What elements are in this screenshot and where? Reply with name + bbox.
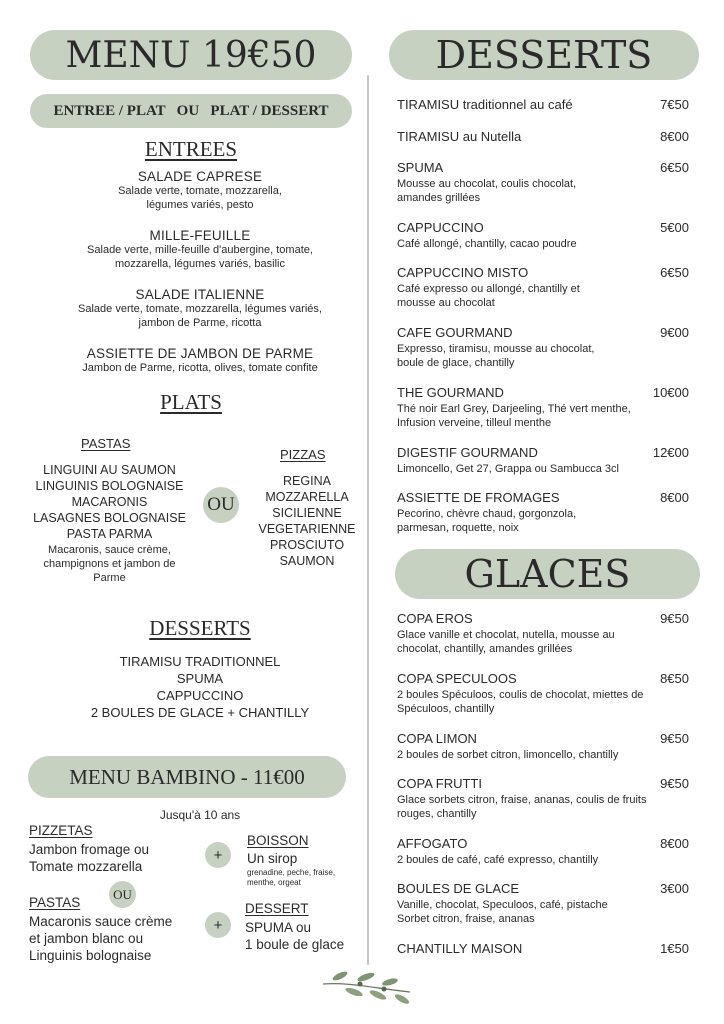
menu-desserts-list bbox=[30, 653, 370, 721]
menu-formula-pill bbox=[30, 94, 352, 128]
glace-name: COPA EROS bbox=[397, 611, 473, 626]
dessert-name: THE GOURMAND bbox=[397, 385, 504, 400]
pizza-item: SICILIENNE bbox=[272, 506, 342, 520]
glace-name: COPA LIMON bbox=[397, 731, 477, 746]
glace-name: AFFOGATO bbox=[397, 836, 468, 851]
entree-item bbox=[30, 169, 370, 212]
entree-name: SALADE CAPRESE bbox=[137, 169, 263, 184]
glaces-title: GLACES bbox=[464, 552, 631, 596]
dessert-desc: Limoncello, Get 27, Grappa ou Sambucca 3cl bbox=[397, 463, 619, 475]
menu-title: MENU 19€50 bbox=[65, 34, 317, 76]
dessert-item bbox=[397, 385, 689, 430]
pasta-item: PASTA PARMA bbox=[66, 527, 153, 541]
dessert-desc: Pecorino, chèvre chaud, gorgonzola, parmesan, roquette, noix bbox=[397, 508, 577, 534]
glace-item bbox=[397, 671, 689, 716]
dessert-desc: Expresso, tiramisu, mousse au chocolat, boule de glace, chantilly bbox=[397, 343, 595, 369]
dessert-name: CAPPUCCINO bbox=[397, 220, 484, 235]
menu-title-pill bbox=[30, 30, 352, 80]
glace-item bbox=[397, 611, 689, 656]
pizza-item: PROSCIUTO bbox=[269, 538, 345, 552]
menu-desserts-heading: DESSERTS bbox=[149, 616, 251, 640]
bambino-title-pill bbox=[28, 756, 346, 798]
ou-label: OU bbox=[207, 494, 235, 515]
boisson-desc: grenadine, peche, fraise, menthe, orgeat bbox=[247, 868, 336, 887]
dessert-price: 8€00 bbox=[660, 129, 689, 144]
dessert-name: TIRAMISU au Nutella bbox=[397, 129, 522, 144]
entree-desc: Salade verte, mille-feuille d'aubergine, tomate, mozzarella, légumes variés, basilic bbox=[87, 244, 313, 270]
entree-desc: Salade verte, tomate, mozzarella, légumes variés, pesto bbox=[118, 185, 282, 211]
bambino-ou-badge bbox=[109, 881, 136, 908]
glace-item bbox=[397, 731, 689, 762]
pasta-item: MACARONIS bbox=[71, 495, 148, 509]
glace-price: 9€50 bbox=[660, 776, 689, 791]
entree-desc: Salade verte, tomate, mozzarella, légumes variés, jambon de Parme, ricotta bbox=[78, 303, 322, 329]
plus-icon bbox=[205, 842, 231, 868]
glace-desc: Vanille, chocolat, Speculoos, café, pistache Sorbet citron, fraise, ananas bbox=[397, 899, 608, 925]
pizza-item: VEGETARIENNE bbox=[258, 522, 356, 536]
glace-desc: 2 boules de sorbet citron, limoncello, chantilly bbox=[397, 749, 619, 761]
dessert-item bbox=[397, 220, 689, 251]
glace-price: 1€50 bbox=[660, 941, 689, 956]
glace-name: COPA FRUTTI bbox=[397, 776, 482, 791]
dessert-item bbox=[397, 490, 689, 535]
olive-branch-icon bbox=[318, 962, 418, 1012]
dessert-item bbox=[397, 129, 689, 144]
glace-item bbox=[397, 776, 689, 821]
plus-label: + bbox=[213, 846, 223, 864]
plats-heading: PLATS bbox=[160, 390, 222, 414]
dessert-desc: Mousse au chocolat, coulis chocolat, amandes grillées bbox=[397, 178, 577, 204]
glace-desc: 2 boules de café, café expresso, chantilly bbox=[397, 854, 599, 866]
dessert-name: ASSIETTE DE FROMAGES bbox=[397, 490, 560, 505]
entree-item bbox=[30, 228, 370, 271]
bambino-ou-label: OU bbox=[113, 886, 132, 902]
entree-name: MILLE-FEUILLE bbox=[149, 228, 251, 243]
glace-item bbox=[397, 941, 689, 956]
pasta-parma-desc: Macaronis, sauce crème, champignons et jambon de Parme bbox=[43, 544, 176, 584]
pastas-heading: PASTAS bbox=[81, 436, 131, 451]
dessert-price: 6€50 bbox=[660, 160, 689, 175]
pasta-item: LASAGNES BOLOGNAISE bbox=[33, 511, 186, 525]
dessert-item bbox=[397, 445, 689, 476]
bambino-title: MENU BAMBINO - 11€00 bbox=[69, 764, 305, 789]
glaces-title-pill bbox=[395, 549, 700, 599]
dessert-item bbox=[397, 325, 689, 370]
boisson-text: Un sirop bbox=[247, 851, 298, 866]
boisson-heading: BOISSON bbox=[247, 833, 309, 848]
glace-price: 3€00 bbox=[660, 881, 689, 896]
pasta-item: LINGUINIS BOLOGNAISE bbox=[35, 479, 184, 493]
entrees-heading: ENTREES bbox=[144, 137, 238, 161]
glace-price: 8€50 bbox=[660, 671, 689, 686]
dessert-item bbox=[397, 265, 689, 310]
glace-name: COPA SPECULOOS bbox=[397, 671, 517, 686]
bambino-dessert-text: SPUMA ou 1 boule de glace bbox=[245, 920, 345, 952]
dessert-price: 8€00 bbox=[660, 490, 689, 505]
pizzas-list bbox=[247, 473, 367, 569]
entree-name: SALADE ITALIENNE bbox=[135, 287, 265, 302]
glace-name: BOULES DE GLACE bbox=[397, 881, 520, 896]
dessert-name: CAPPUCCINO MISTO bbox=[397, 265, 529, 280]
dessert-item bbox=[397, 97, 689, 112]
menu-dessert-item: TIRAMISU TRADITIONNEL bbox=[119, 654, 281, 669]
glace-name: CHANTILLY MAISON bbox=[397, 941, 523, 956]
plus-label: + bbox=[213, 916, 223, 934]
dessert-price: 9€00 bbox=[660, 325, 689, 340]
menu-dessert-item: CAPPUCCINO bbox=[156, 688, 244, 703]
dessert-item bbox=[397, 160, 689, 205]
pizzetas-heading: PIZZETAS bbox=[29, 823, 93, 838]
glace-item bbox=[397, 881, 689, 926]
dessert-desc: Thé noir Earl Grey, Darjeeling, Thé vert menthe, Infusion verveine, tilleul menthe bbox=[397, 403, 631, 429]
glace-desc: Glace vanille et chocolat, nutella, mousse au chocolat, chantilly, amandes grillées bbox=[397, 629, 615, 655]
pizzetas-text: Jambon fromage ou Tomate mozzarella bbox=[29, 842, 150, 874]
glace-desc: 2 boules Spéculoos, coulis de chocolat, miettes de Spéculoos, chantilly bbox=[397, 689, 644, 715]
bambino-pastas-text: Macaronis sauce crème et jambon blanc ou Linguinis bolognaise bbox=[29, 914, 173, 963]
dessert-price: 12€00 bbox=[652, 445, 689, 460]
bambino-subtitle: Jusqu'à 10 ans bbox=[159, 808, 241, 822]
desserts-title: DESSERTS bbox=[435, 33, 653, 77]
column-divider bbox=[367, 75, 369, 965]
pizza-item: SAUMON bbox=[279, 554, 335, 568]
desserts-title-pill bbox=[389, 30, 699, 80]
dessert-name: DIGESTIF GOURMAND bbox=[397, 445, 538, 460]
entree-item bbox=[30, 287, 370, 330]
pastas-list bbox=[22, 462, 197, 585]
bambino-dessert-heading: DESSERT bbox=[245, 901, 309, 916]
glace-item bbox=[397, 836, 689, 867]
entree-item bbox=[30, 346, 370, 375]
glace-price: 9€50 bbox=[660, 611, 689, 626]
entree-desc: Jambon de Parme, ricotta, olives, tomate confite bbox=[82, 362, 318, 374]
dessert-price: 10€00 bbox=[652, 385, 689, 400]
dessert-price: 6€50 bbox=[660, 265, 689, 280]
entree-name: ASSIETTE DE JAMBON DE PARME bbox=[86, 346, 314, 361]
pizzas-heading: PIZZAS bbox=[280, 447, 326, 462]
dessert-desc: Café expresso ou allongé, chantilly et mousse au chocolat bbox=[397, 283, 580, 309]
dessert-desc: Café allongé, chantilly, cacao poudre bbox=[397, 238, 577, 250]
pizza-item: MOZZARELLA bbox=[265, 490, 349, 504]
glace-price: 8€00 bbox=[660, 836, 689, 851]
dessert-price: 5€00 bbox=[660, 220, 689, 235]
glace-price: 9€50 bbox=[660, 731, 689, 746]
plus-icon bbox=[205, 912, 231, 938]
pasta-item: LINGUINI AU SAUMON bbox=[43, 463, 176, 477]
dessert-name: TIRAMISU traditionnel au café bbox=[397, 97, 573, 112]
menu-dessert-item: SPUMA bbox=[176, 671, 224, 686]
pizza-item: REGINA bbox=[283, 474, 331, 488]
glace-desc: Glace sorbets citron, fraise, ananas, coulis de fruits rouges, chantilly bbox=[397, 794, 647, 820]
dessert-name: CAFE GOURMAND bbox=[397, 325, 513, 340]
bambino-pastas-heading: PASTAS bbox=[29, 895, 81, 910]
menu-dessert-item: 2 BOULES DE GLACE + CHANTILLY bbox=[90, 705, 310, 720]
dessert-name: SPUMA bbox=[397, 160, 444, 175]
menu-formula: ENTREE / PLAT OU PLAT / DESSERT bbox=[53, 102, 329, 119]
dessert-price: 7€50 bbox=[660, 97, 689, 112]
ou-badge bbox=[203, 487, 239, 523]
